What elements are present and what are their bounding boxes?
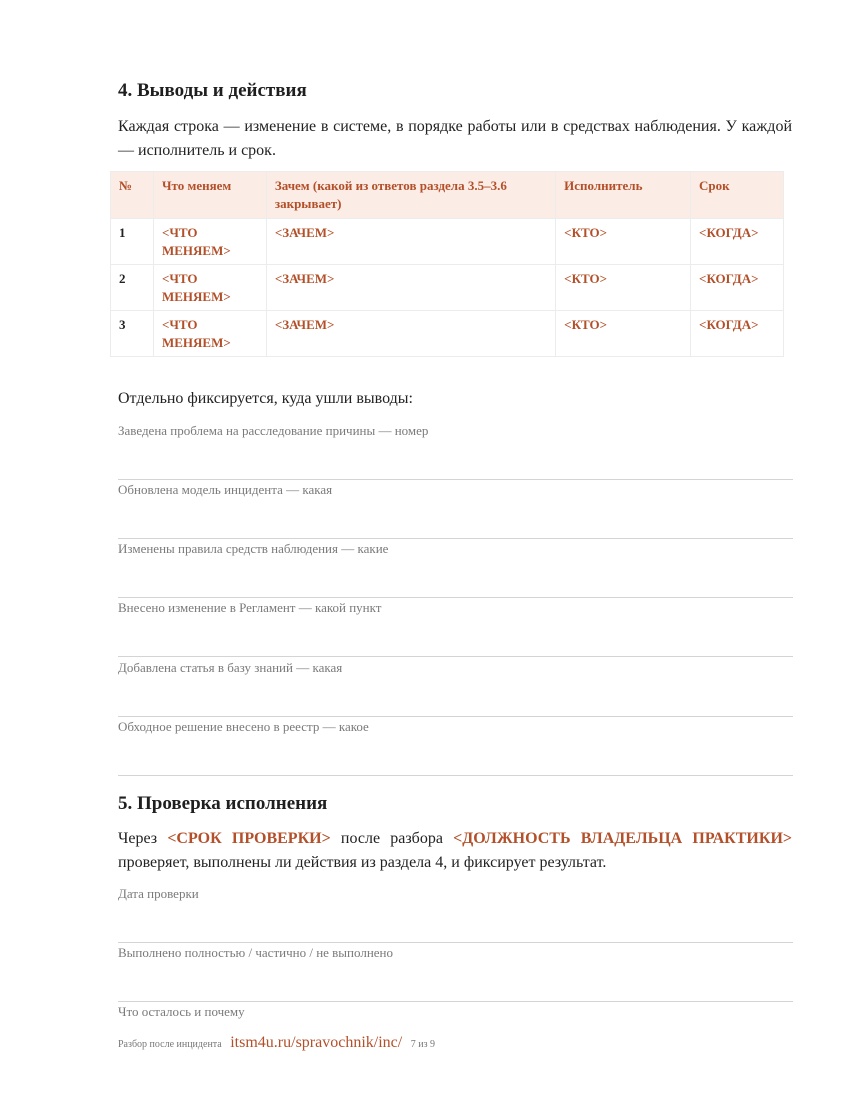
cell-assignee[interactable]: <КТО> [556,219,691,265]
placeholder-practice-owner[interactable]: <ДОЛЖНОСТЬ ВЛАДЕЛЬЦА ПРАКТИКИ> [453,830,793,847]
table-header-row [111,172,784,219]
cell-assignee[interactable]: <КТО> [556,265,691,311]
cell-why[interactable]: <ЗАЧЕМ> [266,265,555,311]
footer-page-number: 7 из 9 [410,1039,436,1050]
table-row [111,265,784,311]
cell-deadline[interactable]: <КОГДА> [691,311,784,357]
section-5-title: 5. Проверка исполнения [118,793,328,814]
cell-deadline[interactable]: <КОГДА> [691,265,784,311]
cell-why[interactable]: <ЗАЧЕМ> [266,311,555,357]
page-footer [118,1034,435,1052]
table-row [111,311,784,357]
header-number: № [111,172,154,219]
check-field-remaining[interactable] [118,1004,793,1024]
header-why: Зачем (какой из ответов раздела 3.5–3.6 закрывает) [266,172,555,219]
check-field-label: Выполнено полностью / частично / не выполнено [118,945,393,960]
actions-table [110,171,784,357]
section-5-text-middle: после разбора [330,830,454,847]
cell-assignee[interactable]: <КТО> [556,311,691,357]
footer-link[interactable]: itsm4u.ru/spravochnik/inc/ [230,1034,403,1051]
output-field-problem[interactable] [118,423,793,480]
section-5-text [118,827,792,875]
output-field-label: Изменены правила средств наблюдения — какие [118,541,389,556]
cell-number: 2 [111,265,154,311]
cell-deadline[interactable]: <КОГДА> [691,219,784,265]
output-field-label: Добавлена статья в базу знаний — какая [118,660,343,675]
cell-why[interactable]: <ЗАЧЕМ> [266,219,555,265]
header-deadline: Срок [691,172,784,219]
output-field-workaround[interactable] [118,719,793,776]
check-field-label: Что осталось и почему [118,1004,245,1019]
check-field-status[interactable] [118,945,793,1002]
cell-number: 1 [111,219,154,265]
placeholder-check-term[interactable]: <СРОК ПРОВЕРКИ> [167,830,331,847]
header-assignee: Исполнитель [556,172,691,219]
output-field-label: Обновлена модель инцидента — какая [118,482,333,497]
output-field-monitoring[interactable] [118,541,793,598]
header-what: Что меняем [153,172,266,219]
section-4-intro: Каждая строка — изменение в системе, в порядке работы или в средствах наблюдения. У каждой — исполнитель и срок. [118,118,792,159]
cell-what[interactable]: <ЧТО МЕНЯЕМ> [153,311,266,357]
check-field-label: Дата проверки [118,886,199,901]
output-field-regulation[interactable] [118,600,793,657]
output-field-label: Заведена проблема на расследование причины — номер [118,423,429,438]
output-field-model[interactable] [118,482,793,539]
cell-what[interactable]: <ЧТО МЕНЯЕМ> [153,219,266,265]
output-field-knowledge-base[interactable] [118,660,793,717]
cell-what[interactable]: <ЧТО МЕНЯЕМ> [153,265,266,311]
output-field-label: Обходное решение внесено в реестр — какое [118,719,369,734]
outputs-intro: Отдельно фиксируется, куда ушли выводы: [118,390,413,407]
footer-doc-title: Разбор после инцидента [118,1039,222,1050]
check-field-date[interactable] [118,886,793,943]
section-5-text-before: Через [118,830,168,847]
cell-number: 3 [111,311,154,357]
section-4-title: 4. Выводы и действия [118,80,307,101]
output-field-label: Внесено изменение в Регламент — какой пункт [118,600,382,615]
section-5-text-after: проверяет, выполнены ли действия из раздела 4, и фиксирует результат. [118,854,607,871]
table-row [111,219,784,265]
